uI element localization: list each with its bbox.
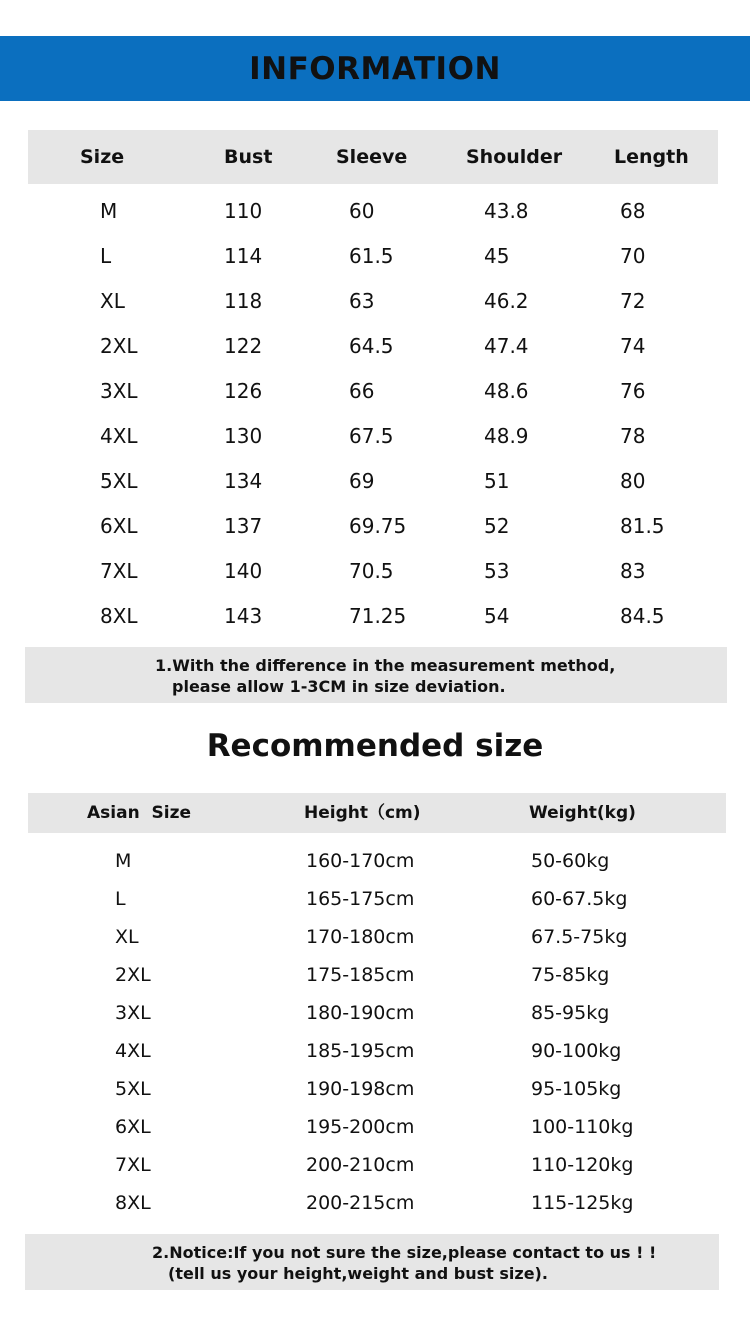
- recommended-table-row: [0, 1184, 750, 1222]
- cell-height: 160-170cm: [306, 850, 415, 872]
- cell-sleeve: 67.5: [349, 424, 394, 448]
- cell-size: 5XL: [100, 469, 138, 493]
- cell-weight: 75-85kg: [531, 964, 610, 986]
- size-table-row: [0, 504, 750, 549]
- size-table-row: [0, 189, 750, 234]
- cell-asian-size: 7XL: [115, 1154, 151, 1176]
- cell-asian-size: 4XL: [115, 1040, 151, 1062]
- cell-shoulder: 52: [484, 514, 510, 538]
- cell-asian-size: L: [115, 888, 126, 910]
- cell-shoulder: 54: [484, 604, 510, 628]
- cell-height: 190-198cm: [306, 1078, 415, 1100]
- measurement-note-line1: 1.With the difference in the measurement method,: [155, 656, 616, 675]
- cell-asian-size: XL: [115, 926, 139, 948]
- size-table-body: [0, 189, 750, 639]
- cell-bust: 110: [224, 199, 263, 223]
- cell-height: 170-180cm: [306, 926, 415, 948]
- cell-bust: 126: [224, 379, 263, 403]
- cell-weight: 100-110kg: [531, 1116, 634, 1138]
- recommended-table-row: [0, 1108, 750, 1146]
- notice-note-line1: 2.Notice:If you not sure the size,please contact to us ! !: [152, 1243, 657, 1262]
- cell-weight: 115-125kg: [531, 1192, 634, 1214]
- recommended-table-row: [0, 1146, 750, 1184]
- cell-height: 165-175cm: [306, 888, 415, 910]
- header-weight: Weight(kg): [529, 803, 636, 823]
- cell-length: 84.5: [620, 604, 665, 628]
- recommended-table-header: [28, 793, 726, 833]
- cell-length: 81.5: [620, 514, 665, 538]
- cell-height: 180-190cm: [306, 1002, 415, 1024]
- notice-note: [25, 1234, 719, 1290]
- recommended-table-row: [0, 1032, 750, 1070]
- cell-size: 6XL: [100, 514, 138, 538]
- cell-sleeve: 61.5: [349, 244, 394, 268]
- size-table-row: [0, 414, 750, 459]
- header-bust: Bust: [224, 146, 273, 168]
- cell-length: 78: [620, 424, 646, 448]
- cell-bust: 137: [224, 514, 263, 538]
- cell-weight: 60-67.5kg: [531, 888, 628, 910]
- header-length: Length: [614, 146, 689, 168]
- size-table-row: [0, 234, 750, 279]
- cell-bust: 122: [224, 334, 263, 358]
- header-shoulder: Shoulder: [466, 146, 563, 168]
- cell-shoulder: 48.9: [484, 424, 529, 448]
- cell-asian-size: 5XL: [115, 1078, 151, 1100]
- header-height: Height（cm): [304, 803, 421, 823]
- cell-bust: 140: [224, 559, 263, 583]
- cell-height: 185-195cm: [306, 1040, 415, 1062]
- cell-sleeve: 60: [349, 199, 375, 223]
- cell-size: L: [100, 244, 112, 268]
- cell-height: 195-200cm: [306, 1116, 415, 1138]
- cell-sleeve: 69.75: [349, 514, 407, 538]
- cell-shoulder: 48.6: [484, 379, 529, 403]
- cell-size: 8XL: [100, 604, 138, 628]
- cell-length: 68: [620, 199, 646, 223]
- size-table-row: [0, 459, 750, 504]
- cell-weight: 110-120kg: [531, 1154, 634, 1176]
- cell-shoulder: 45: [484, 244, 510, 268]
- recommended-table-row: [0, 956, 750, 994]
- cell-sleeve: 71.25: [349, 604, 407, 628]
- header-sleeve: Sleeve: [336, 146, 408, 168]
- recommended-table-row: [0, 842, 750, 880]
- cell-size: XL: [100, 289, 125, 313]
- size-table-header: [28, 130, 718, 184]
- recommended-table-row: [0, 880, 750, 918]
- recommended-table-row: [0, 1070, 750, 1108]
- information-banner: [0, 36, 750, 101]
- cell-bust: 130: [224, 424, 263, 448]
- header-asian-size: Asian Size: [87, 803, 192, 823]
- cell-sleeve: 66: [349, 379, 375, 403]
- measurement-note: [25, 647, 727, 703]
- cell-size: 2XL: [100, 334, 138, 358]
- size-table-row: [0, 549, 750, 594]
- cell-shoulder: 51: [484, 469, 510, 493]
- cell-sleeve: 63: [349, 289, 375, 313]
- cell-length: 74: [620, 334, 646, 358]
- cell-weight: 50-60kg: [531, 850, 610, 872]
- recommended-table-row: [0, 918, 750, 956]
- header-size: Size: [80, 146, 125, 168]
- cell-length: 70: [620, 244, 646, 268]
- cell-bust: 118: [224, 289, 263, 313]
- size-table-row: [0, 594, 750, 639]
- cell-length: 83: [620, 559, 646, 583]
- cell-size: 3XL: [100, 379, 138, 403]
- cell-length: 80: [620, 469, 646, 493]
- cell-shoulder: 46.2: [484, 289, 529, 313]
- cell-length: 72: [620, 289, 646, 313]
- cell-asian-size: 8XL: [115, 1192, 151, 1214]
- cell-height: 200-210cm: [306, 1154, 415, 1176]
- cell-shoulder: 43.8: [484, 199, 529, 223]
- cell-height: 200-215cm: [306, 1192, 415, 1214]
- cell-size: 7XL: [100, 559, 138, 583]
- cell-weight: 67.5-75kg: [531, 926, 628, 948]
- cell-bust: 143: [224, 604, 263, 628]
- recommended-table-row: [0, 994, 750, 1032]
- cell-asian-size: 6XL: [115, 1116, 151, 1138]
- cell-bust: 114: [224, 244, 263, 268]
- size-table-row: [0, 279, 750, 324]
- cell-weight: 85-95kg: [531, 1002, 610, 1024]
- recommended-table-body: [0, 842, 750, 1222]
- cell-bust: 134: [224, 469, 263, 493]
- cell-size: M: [100, 199, 118, 223]
- banner-title: INFORMATION: [249, 50, 501, 87]
- recommended-size-title: Recommended size: [206, 728, 544, 764]
- cell-asian-size: 3XL: [115, 1002, 151, 1024]
- size-table-row: [0, 324, 750, 369]
- measurement-note-line2: please allow 1-3CM in size deviation.: [172, 677, 506, 696]
- cell-shoulder: 47.4: [484, 334, 529, 358]
- cell-sleeve: 70.5: [349, 559, 394, 583]
- size-table-row: [0, 369, 750, 414]
- cell-sleeve: 64.5: [349, 334, 394, 358]
- cell-sleeve: 69: [349, 469, 375, 493]
- cell-length: 76: [620, 379, 646, 403]
- cell-weight: 90-100kg: [531, 1040, 622, 1062]
- cell-shoulder: 53: [484, 559, 510, 583]
- cell-asian-size: M: [115, 850, 132, 872]
- cell-size: 4XL: [100, 424, 138, 448]
- cell-height: 175-185cm: [306, 964, 415, 986]
- cell-weight: 95-105kg: [531, 1078, 622, 1100]
- notice-note-line2: (tell us your height,weight and bust size).: [168, 1264, 548, 1283]
- cell-asian-size: 2XL: [115, 964, 151, 986]
